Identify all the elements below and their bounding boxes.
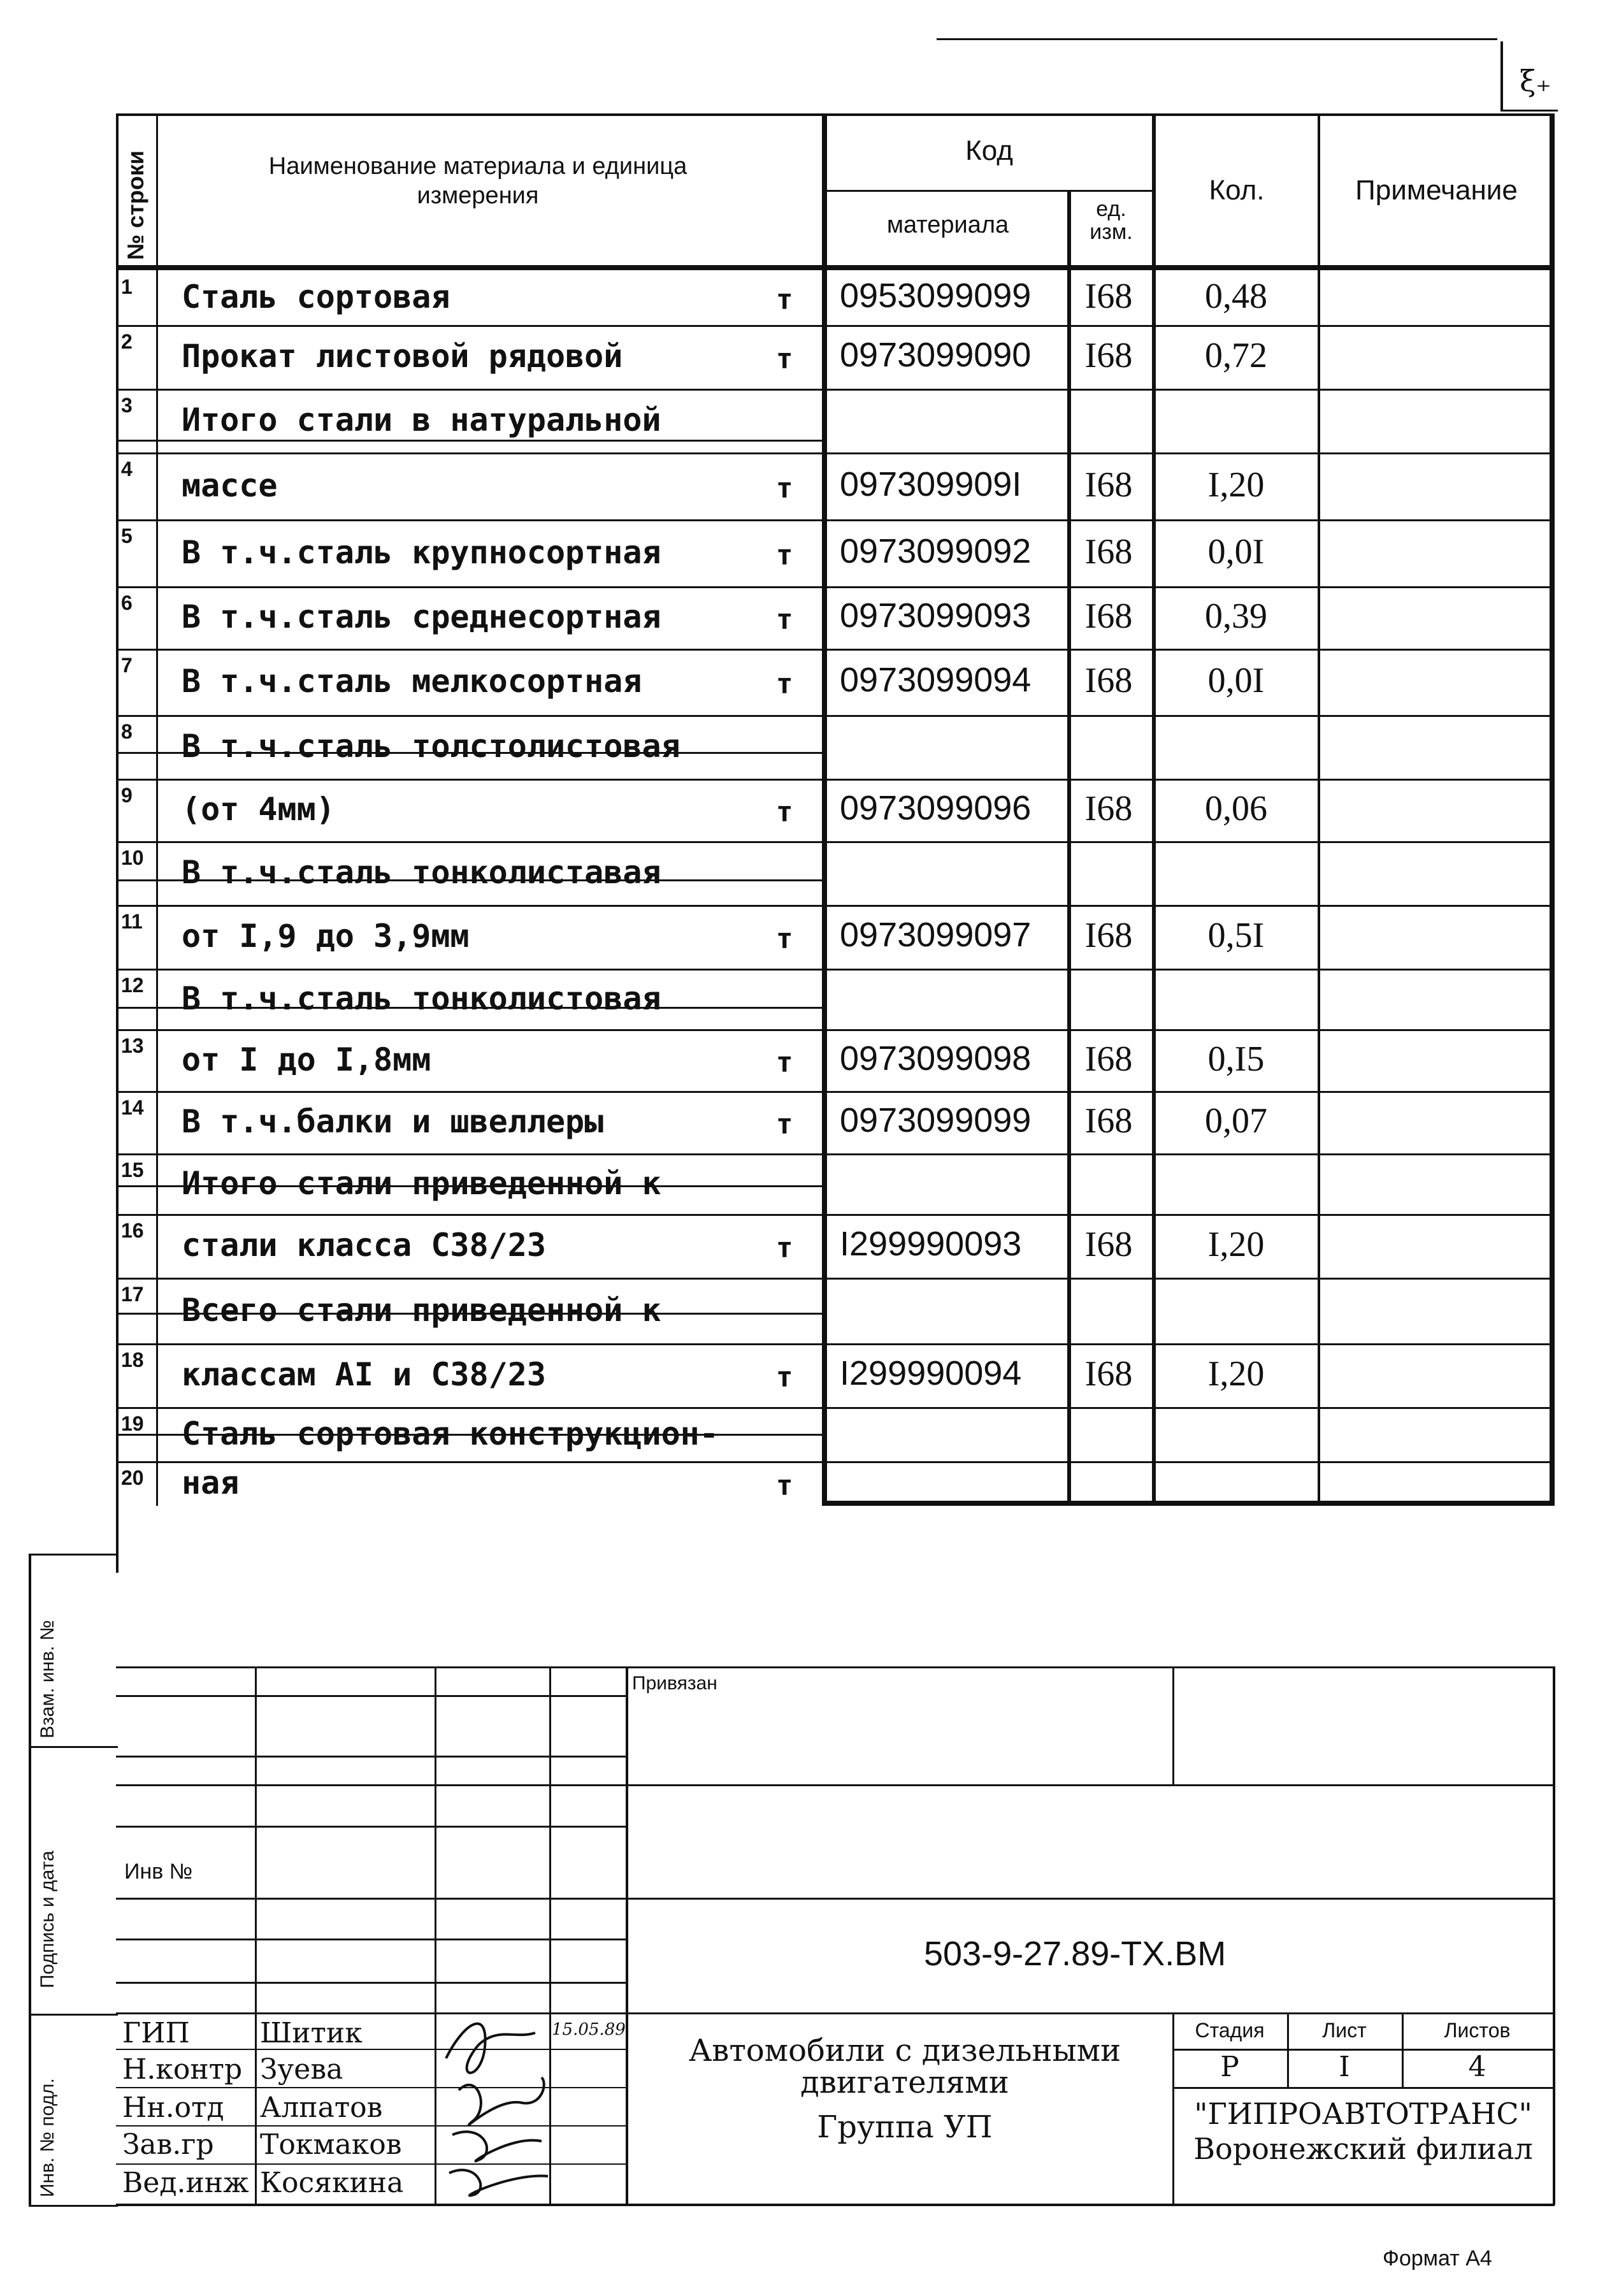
row-unit: т [776, 1469, 793, 1502]
stamp-col-right [1553, 1666, 1555, 2205]
stamp-col-privyazan [1172, 1666, 1174, 1784]
row-separator [116, 452, 1553, 454]
signer-role: Н.контр [122, 2053, 243, 2086]
side-strip-left [29, 1554, 31, 2207]
corner-mark: ξ₊ [1520, 64, 1551, 98]
row-code: 097309909I [840, 465, 1022, 503]
org-line-1: "ГИПРОАВТОТРАНС" [1194, 2097, 1532, 2131]
row-number: 11 [121, 910, 143, 933]
row-qty: 0,I5 [1207, 1039, 1265, 1079]
signer-name: Зуева [260, 2053, 343, 2086]
row-code: 0973099096 [840, 789, 1032, 827]
sheet-label: Лист [1322, 2019, 1367, 2042]
row-separator [116, 969, 1553, 971]
row-qty: 0,0I [1207, 661, 1265, 700]
header-row-no: № строки [122, 150, 148, 260]
row-unit-code: I68 [1084, 277, 1133, 316]
signer-name: Косякина [260, 2167, 404, 2199]
grid-top [116, 113, 1555, 116]
row-unit-code: I68 [1084, 596, 1133, 636]
row-unit-code: I68 [1084, 1101, 1133, 1141]
row-code: 0973099093 [840, 596, 1032, 635]
signer-name: Алпатов [260, 2091, 383, 2124]
side-strip-div-1 [29, 1746, 118, 1748]
row-name: В т.ч.балки и швеллеры [182, 1103, 604, 1140]
grid-note-right [1550, 113, 1555, 1506]
row-number: 16 [121, 1219, 144, 1242]
title-line-1: Автомобили с дизельными [688, 2033, 1121, 2069]
row-name: Итого стали в натуральной [182, 401, 661, 438]
row-number: 14 [121, 1096, 144, 1119]
row-unit-code: I68 [1084, 661, 1133, 700]
stamp-col-1 [255, 1666, 257, 2205]
corner-bracket [1500, 41, 1503, 112]
side-label-inv: Инв. № подл. [37, 2078, 58, 2197]
row-unit: т [776, 1108, 793, 1141]
row-unit: т [776, 1232, 793, 1264]
stage-row-2 [1172, 2087, 1555, 2089]
row-code: 0973099090 [840, 336, 1032, 374]
row-name: Прокат листовой рядовой [182, 338, 623, 375]
side-label-podpis: Подпись и дата [37, 1851, 58, 1988]
corner-bracket-foot [1500, 110, 1558, 112]
row-name: В т.ч.сталь крупносортная [182, 533, 661, 571]
row-qty: 0,07 [1205, 1101, 1267, 1141]
row-unit-code: I68 [1084, 1225, 1133, 1264]
row-code: 0973099092 [840, 531, 1032, 570]
sheets-label: Листов [1444, 2019, 1511, 2042]
row-unit: т [776, 284, 793, 316]
row-qty: I,20 [1207, 1225, 1265, 1264]
row-name: Итого стали приведенной к [182, 1164, 661, 1202]
row-unit-code: I68 [1084, 465, 1133, 505]
row-unit: т [776, 923, 793, 955]
row-separator [116, 1461, 1553, 1463]
row-unit: т [776, 343, 793, 375]
row-name: В т.ч.сталь мелкосортная [182, 663, 642, 700]
row-qty: 0,06 [1205, 789, 1267, 828]
row-code: 0973099099 [840, 1101, 1032, 1139]
row-name: от I,9 до 3,9мм [182, 918, 470, 955]
row-name: Сталь сортовая [182, 278, 450, 315]
row-number: 12 [121, 974, 144, 997]
grid-code-right [1067, 190, 1071, 1506]
side-strip-bottom [29, 2205, 118, 2207]
row-qty: 0,48 [1205, 277, 1267, 316]
row-number: 15 [121, 1159, 144, 1181]
top-dash-line [937, 38, 1497, 40]
stage-value: Р [1220, 2051, 1239, 2083]
stamp-line-3 [116, 1898, 1555, 1900]
row-number: 4 [121, 458, 133, 480]
row-name: В т.ч.сталь тонколистовая [182, 979, 661, 1017]
row-number: 6 [121, 591, 133, 614]
signer-role: ГИП [122, 2017, 190, 2049]
header-qty: Кол. [1209, 175, 1265, 206]
sheet-value: I [1339, 2051, 1350, 2083]
grid-rowno-right [156, 113, 158, 1506]
row-number: 9 [121, 784, 133, 807]
signer-role: Нн.отд [122, 2091, 224, 2124]
row-number: 10 [121, 846, 144, 869]
title-line-3: Группа УП [817, 2109, 993, 2145]
signature-scribbles [440, 1982, 567, 2205]
row-name: Всего стали приведенной к [182, 1291, 661, 1329]
row-unit-code: I68 [1084, 531, 1133, 572]
row-name: ная [182, 1464, 240, 1501]
row-number: 2 [121, 330, 133, 353]
row-separator [116, 1029, 1553, 1031]
row-qty: 0,72 [1205, 336, 1267, 375]
row-qty: I,20 [1207, 465, 1265, 505]
row-unit: т [776, 538, 793, 572]
row-code: 0973099098 [840, 1039, 1032, 1078]
header-unit-2: изм. [1090, 220, 1133, 244]
sheets-value: 4 [1468, 2051, 1486, 2083]
signer-role: Зав.гр [122, 2128, 214, 2161]
header-unit-1: ед. [1096, 197, 1126, 221]
header-code: Код [965, 135, 1013, 166]
row-name: от I до I,8мм [182, 1041, 431, 1078]
row-name: В т.ч.сталь тонколиставая [182, 854, 661, 891]
grid-name-right [822, 113, 827, 1506]
row-unit: т [776, 1361, 793, 1394]
row-qty: 0,39 [1205, 596, 1267, 636]
signer-role: Вед.инж [122, 2167, 249, 2199]
row-name: В т.ч.сталь среднесортная [182, 598, 661, 635]
stamp-line-1 [116, 1666, 1555, 1668]
row-code: I299990094 [840, 1354, 1022, 1392]
row-number: 1 [121, 275, 133, 298]
title-line-2: двигателями [800, 2065, 1009, 2100]
row-number: 8 [121, 720, 133, 743]
side-strip-div-2 [29, 2014, 118, 2016]
row-number: 5 [121, 524, 133, 547]
row-separator [116, 325, 1553, 327]
row-number: 20 [121, 1466, 144, 1489]
row-separator [116, 715, 1553, 717]
row-separator [116, 649, 1553, 651]
row-unit-code: I68 [1084, 1039, 1133, 1079]
row-unit: т [776, 472, 793, 505]
row-separator [116, 841, 1553, 843]
row-code: 0973099094 [840, 661, 1032, 699]
header-material: материала [886, 212, 1009, 238]
header-note: Примечание [1355, 175, 1518, 206]
row-separator [116, 389, 1553, 391]
row-number: 18 [121, 1348, 144, 1371]
grid-qty-right [1318, 113, 1320, 1506]
doc-code: 503-9-27.89-ТХ.ВМ [924, 1935, 1227, 1973]
row-unit-code: I68 [1084, 916, 1133, 955]
row-name: стали класса С38/23 [182, 1227, 546, 1264]
row-number: 17 [121, 1283, 144, 1306]
grid-unit-right [1152, 113, 1156, 1506]
row-unit: т [776, 668, 793, 700]
row-unit: т [776, 1046, 793, 1079]
row-separator [116, 905, 1553, 907]
signer-name: Шитик [260, 2017, 363, 2049]
row-name: (от 4мм) [182, 791, 335, 828]
row-separator [116, 519, 1553, 521]
row-separator [116, 1214, 1553, 1216]
sign-date: 15.05.89 [552, 2020, 626, 2039]
row-unit-code: I68 [1084, 1354, 1133, 1394]
stamp-line-4 [116, 2012, 1555, 2014]
row-separator [116, 1091, 1553, 1093]
row-code: I299990093 [840, 1225, 1022, 1263]
row-unit: т [776, 796, 793, 828]
row-unit: т [776, 603, 793, 636]
row-separator [116, 1153, 1553, 1155]
header-name: Наименование материала и единица измерения [268, 153, 687, 209]
row-code: 0973099097 [840, 916, 1032, 954]
org-line-2: Воронежский филиал [1193, 2132, 1533, 2166]
row-name: В т.ч.сталь толстолистовая [182, 728, 680, 765]
grid-left [116, 113, 119, 1573]
stamp-col-4 [626, 1666, 628, 2205]
row-name: классам АI и С38/23 [182, 1356, 546, 1393]
row-number: 13 [121, 1034, 144, 1057]
row-number: 19 [121, 1412, 144, 1435]
format-label: Формат А4 [1383, 2246, 1492, 2271]
side-strip-top [29, 1554, 118, 1556]
row-unit-code: I68 [1084, 336, 1133, 375]
grid-table-bottom [822, 1501, 1555, 1506]
stage-label: Стадия [1195, 2019, 1265, 2042]
stamp-bottom [116, 2204, 1555, 2206]
grid-header-bottom [116, 265, 1555, 270]
row-separator [116, 779, 1553, 781]
row-name: массе [182, 466, 278, 504]
row-unit-code: I68 [1084, 789, 1133, 828]
inv-no-label: Инв № [124, 1859, 193, 1884]
grid-code-sub [822, 190, 1153, 192]
row-name: Сталь сортовая конструкцион- [182, 1415, 719, 1452]
side-label-vzam: Взам. инв. № [37, 1620, 58, 1738]
row-separator [116, 1407, 1553, 1409]
row-qty: 0,5I [1207, 916, 1265, 955]
row-separator [116, 586, 1553, 588]
row-code: 0953099099 [840, 277, 1032, 315]
row-separator [116, 1278, 1553, 1280]
row-qty: I,20 [1207, 1354, 1265, 1394]
name-row-separator [116, 440, 823, 442]
row-number: 3 [121, 394, 133, 417]
privyazan-label: Привязан [632, 1673, 717, 1694]
stamp-col-2 [435, 1666, 436, 2205]
row-number: 7 [121, 654, 133, 677]
signer-name: Токмаков [260, 2128, 402, 2161]
row-separator [116, 1343, 1553, 1345]
row-qty: 0,0I [1207, 531, 1265, 572]
stamp-line-2 [116, 1784, 1555, 1786]
